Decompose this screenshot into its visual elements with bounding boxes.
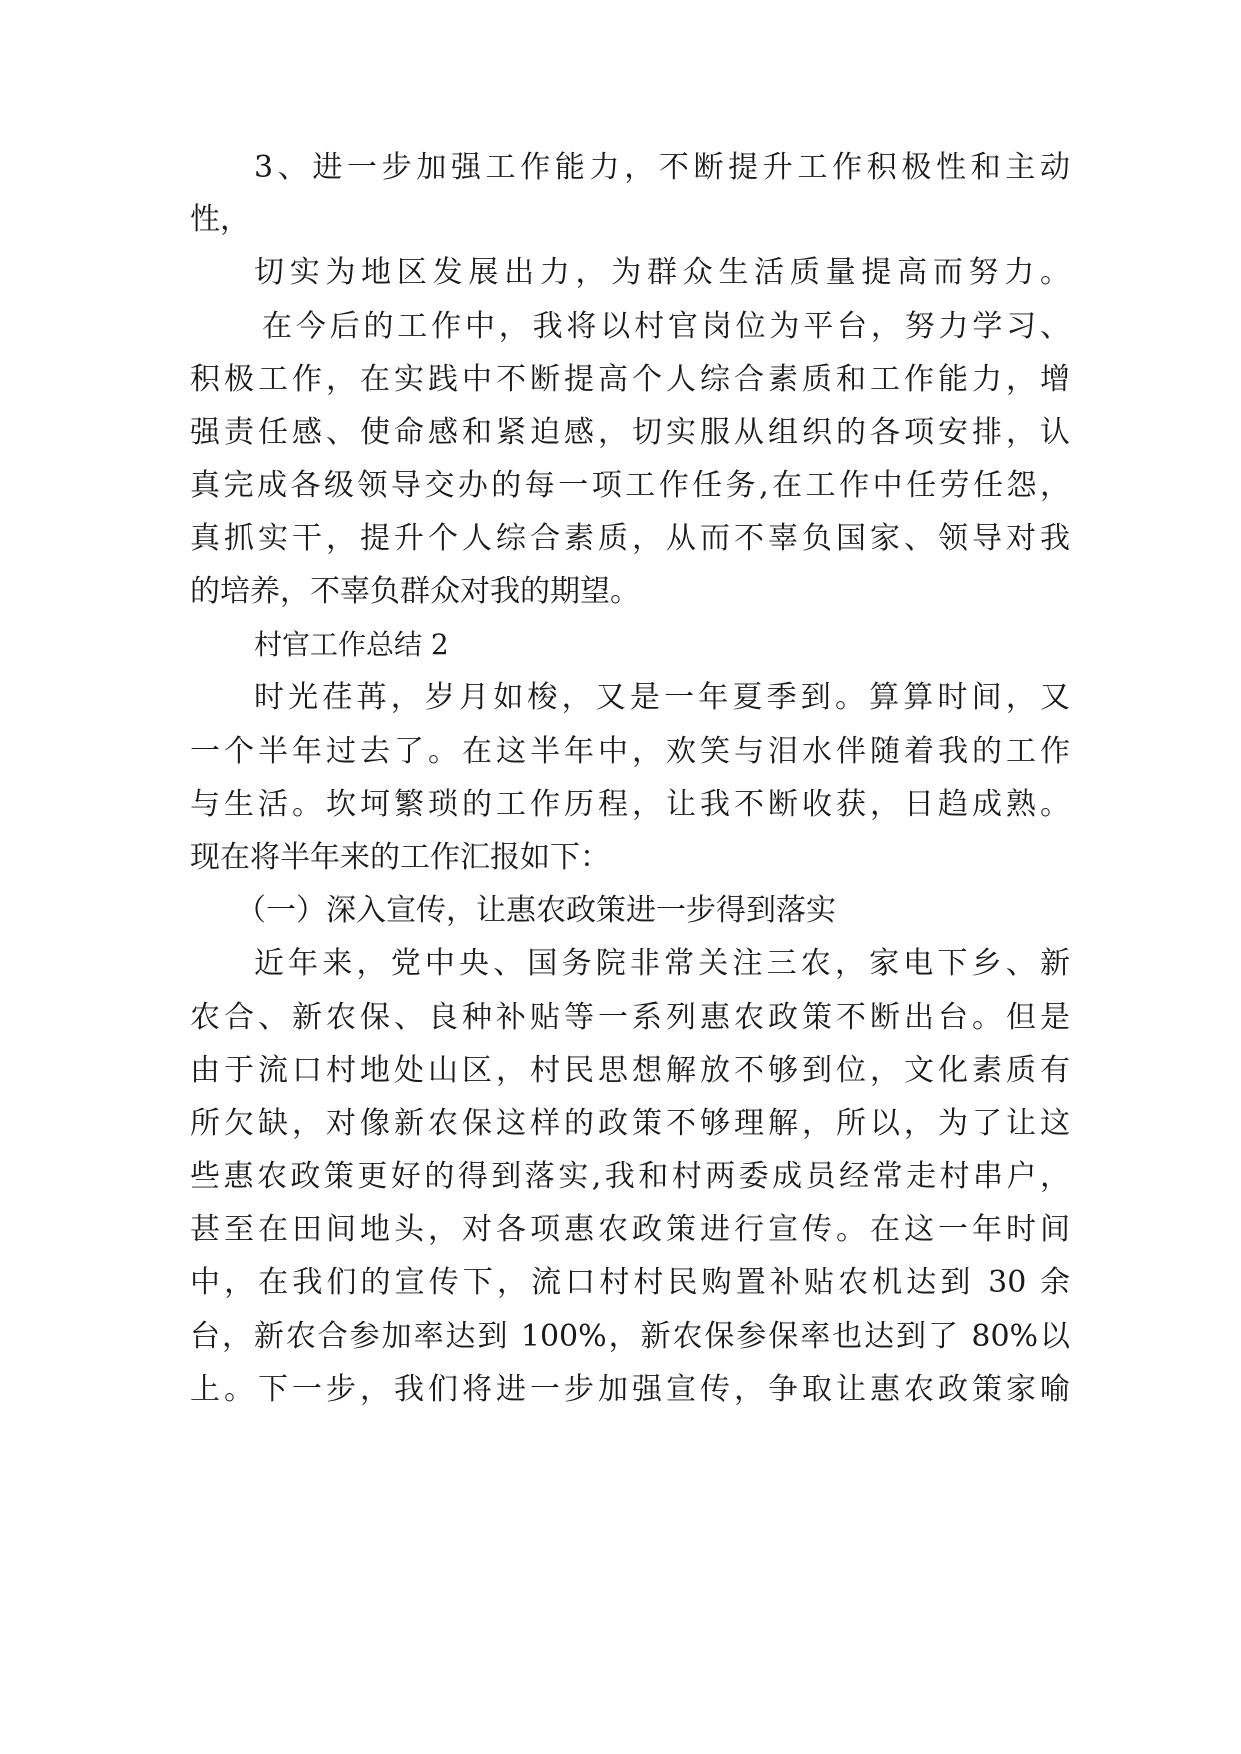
paragraph-line: 一个半年过去了。在这半年中，欢笑与泪水伴随着我的工作 — [190, 734, 1070, 769]
paragraph-line: 由于流口村地处山区，村民思想解放不够到位，文化素质有 — [190, 1053, 1070, 1088]
paragraph-line: 些惠农政策更好的得到落实,我和村两委成员经常走村串户， — [190, 1159, 1070, 1194]
paragraph-line: 积极工作，在实践中不断提高个人综合素质和工作能力，增 — [190, 362, 1070, 397]
paragraph-line: 真抓实干，提升个人综合素质，从而不辜负国家、领导对我 — [190, 521, 1070, 556]
paragraph-line: 性， — [190, 202, 250, 237]
subsection-heading: （一）深入宣传，让惠农政策进一步得到落实 — [236, 893, 836, 928]
paragraph-line: 真完成各级领导交办的每一项工作任务,在工作中任劳任怨， — [190, 468, 1070, 503]
paragraph-line: 切实为地区发展出力，为群众生活质量提高而努力。 — [254, 255, 1070, 290]
paragraph-line: 中，在我们的宣传下，流口村村民购置补贴农机达到 30 余 — [190, 1265, 1070, 1300]
paragraph-line: 近年来，党中央、国务院非常关注三农，家电下乡、新 — [254, 946, 1070, 981]
section-heading: 村官工作总结 2 — [254, 628, 449, 661]
paragraph-line: 甚至在田间地头，对各项惠农政策进行宣传。在这一年时间 — [190, 1212, 1070, 1247]
paragraph-line: 台，新农合参加率达到 100%，新农保参保率也达到了 80%以 — [190, 1319, 1070, 1354]
paragraph-line: 现在将半年来的工作汇报如下： — [190, 840, 610, 875]
paragraph-line: 上。下一步，我们将进一步加强宣传，争取让惠农政策家喻 — [190, 1372, 1070, 1407]
paragraph-line: 在今后的工作中，我将以村官岗位为平台，努力学习、 — [262, 309, 1070, 344]
paragraph-line: 的培养，不辜负群众对我的期望。 — [190, 574, 640, 609]
paragraph-line: 与生活。坎坷繁琐的工作历程，让我不断收获，日趋成熟。 — [190, 787, 1070, 822]
paragraph-line: 农合、新农保、良种补贴等一系列惠农政策不断出台。但是 — [190, 1000, 1070, 1035]
paragraph-line: 所欠缺，对像新农保这样的政策不够理解，所以，为了让这 — [190, 1106, 1070, 1141]
paragraph-line: 时光荏苒，岁月如梭，又是一年夏季到。算算时间，又 — [254, 680, 1070, 715]
paragraph-line: 强责任感、使命感和紧迫感，切实服从组织的各项安排，认 — [190, 415, 1070, 450]
paragraph-line: 3、进一步加强工作能力，不断提升工作积极性和主动 — [254, 150, 1070, 185]
